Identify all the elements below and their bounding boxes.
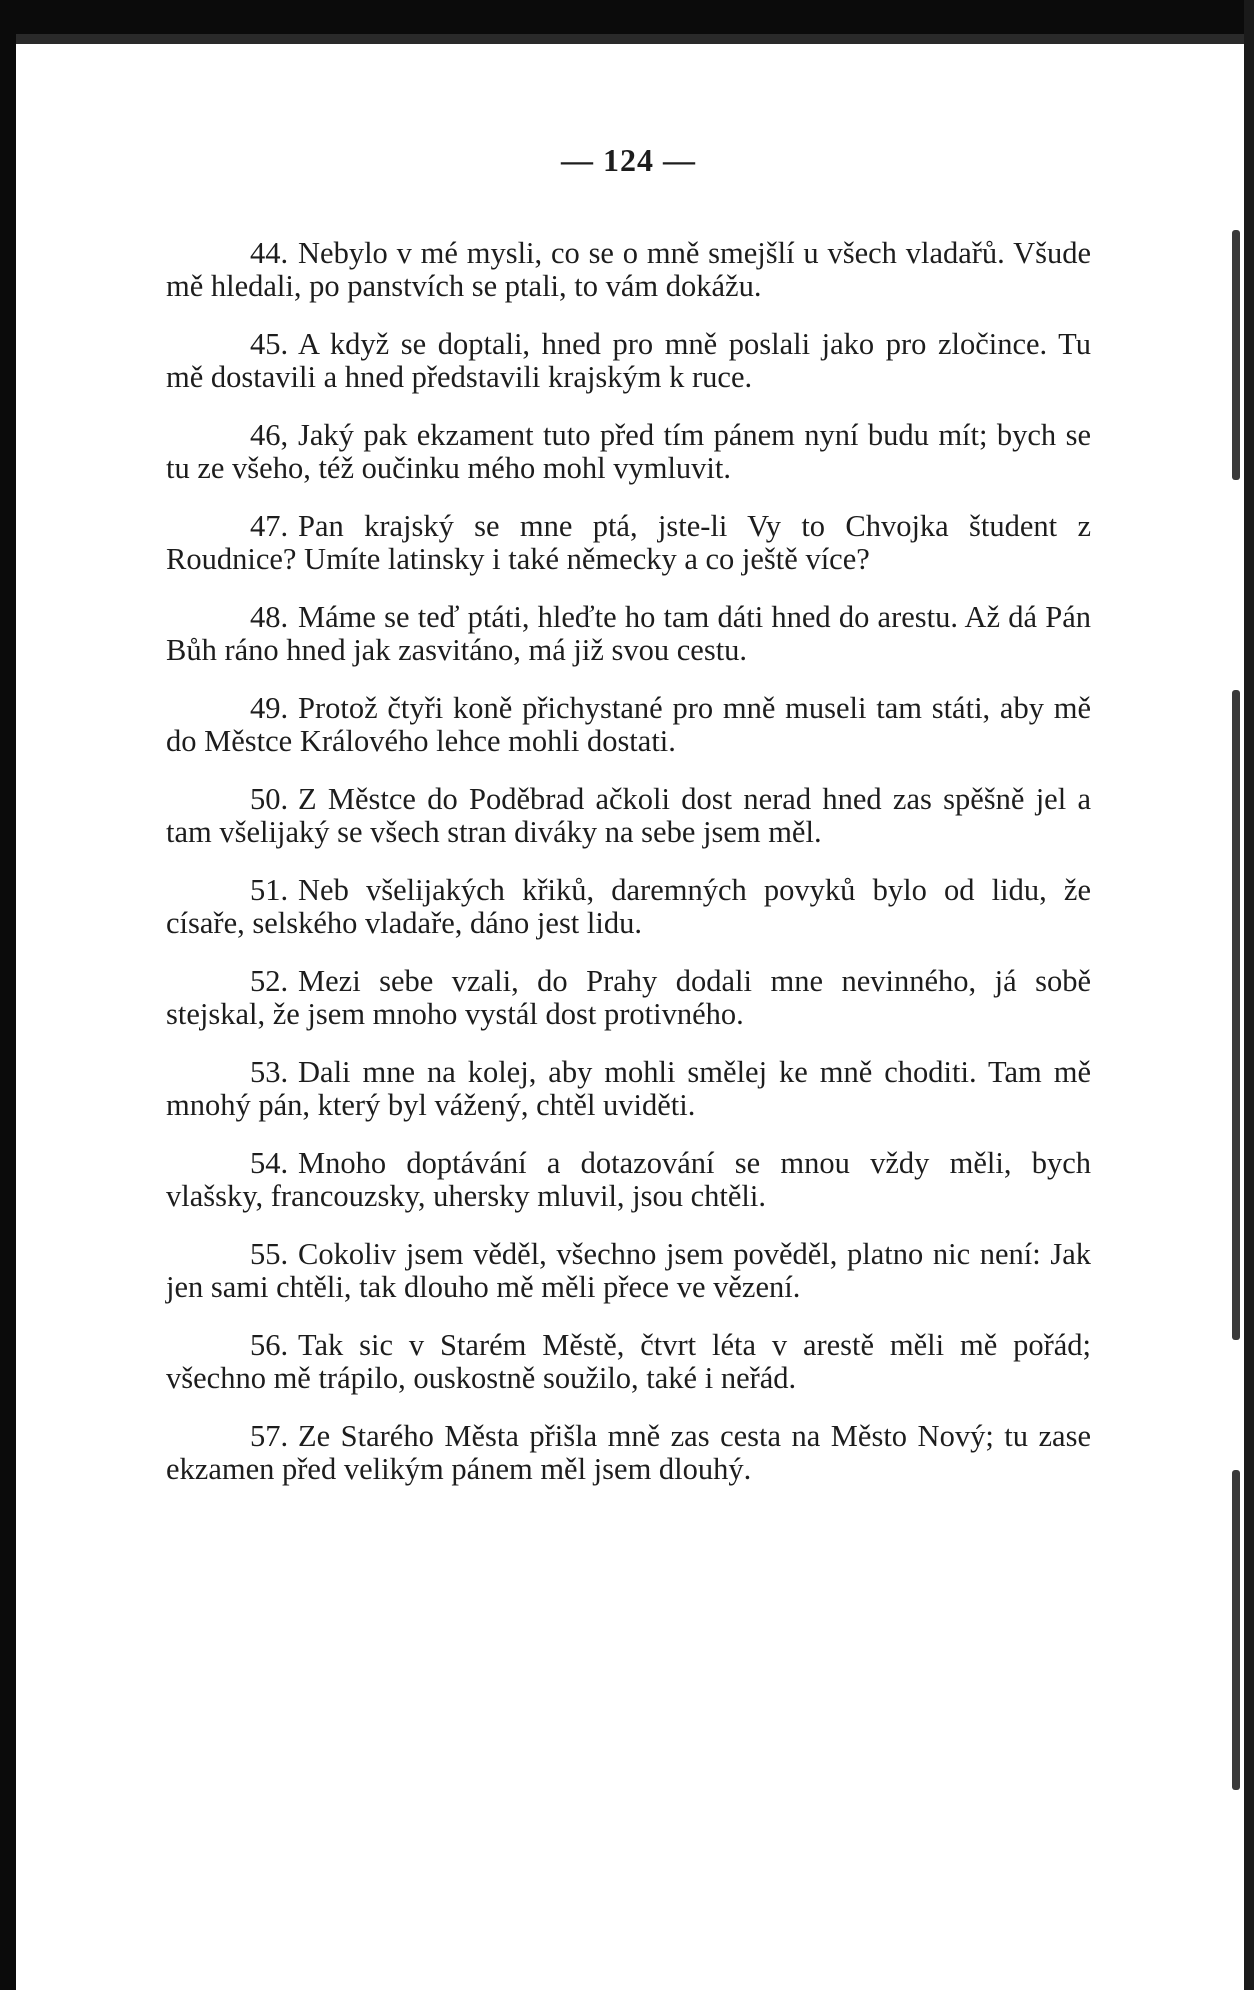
verse-number: 50. xyxy=(250,782,289,816)
verse-text: Mnoho doptávání a dotazování se mnou vždy měli, bych vlašsky, francouzsky, uhersky mluvil, jsou chtěli. xyxy=(166,1146,1091,1213)
verse-text: Mezi sebe vzali, do Prahy dodali mne nevinného, já sobě stejskal, že jsem mnoho vystál dost protivného. xyxy=(166,964,1091,1031)
verse xyxy=(166,510,1091,576)
verse-text: Z Městce do Poděbrad ačkoli dost nerad hned zas spěšně jel a tam všelijaký se všech stran diváky na sebe jsem měl. xyxy=(166,782,1091,849)
verse-number: 52. xyxy=(250,964,289,998)
verse-number: 49. xyxy=(250,691,289,725)
verse xyxy=(166,692,1091,758)
verse xyxy=(166,874,1091,940)
verse-number: 53. xyxy=(250,1055,289,1089)
verse-text: Protož čtyři koně přichystané pro mně museli tam státi, aby mě do Městce Králového lehce mohli dostati. xyxy=(166,691,1091,758)
verse-number: 54. xyxy=(250,1146,289,1180)
verse xyxy=(166,601,1091,667)
verse-number: 57. xyxy=(250,1419,289,1453)
verse-number: 45. xyxy=(250,327,289,361)
verse-text: Ze Starého Města přišla mně zas cesta na Město Nový; tu zase ekzamen před velikým pánem měl jsem dlouhý. xyxy=(166,1419,1091,1486)
verse xyxy=(166,965,1091,1031)
verse xyxy=(166,237,1091,303)
verse-text: Jaký pak ekzament tuto před tím pánem nyní budu mít; bych se tu ze všeho, též oučinku mého mohl vymluvit. xyxy=(166,418,1091,485)
scan-edge-shadow xyxy=(0,34,1254,44)
scan-edge-top xyxy=(0,0,1254,34)
verse xyxy=(166,419,1091,485)
verse-number: 56. xyxy=(250,1328,289,1362)
verse-text: Cokoliv jsem věděl, všechno jsem pověděl, platno nic není: Jak jen sami chtěli, tak dlouho mě měli přece ve vězení. xyxy=(166,1237,1091,1304)
verse-text: Neb všelijakých křiků, daremných povyků bylo od lidu, že císaře, selského vladaře, dáno jest lidu. xyxy=(166,873,1091,940)
scan-edge-left xyxy=(0,0,16,1990)
verse-text: Pan krajský se mne ptá, jste-li Vy to Chvojka študent z Roudnice? Umíte latinsky i také německy a co ještě více? xyxy=(166,509,1091,576)
verse xyxy=(166,1329,1091,1395)
verse-text: Máme se teď ptáti, hleďte ho tam dáti hned do arestu. Až dá Pán Bůh ráno hned jak zasvitáno, má již svou cestu. xyxy=(166,600,1091,667)
verse-number: 46, xyxy=(250,418,289,452)
verse-number: 48. xyxy=(250,600,289,634)
binding-mark xyxy=(1232,1470,1240,1790)
page-number: — 124 — xyxy=(561,142,696,178)
verse-number: 55. xyxy=(250,1237,289,1271)
page-content xyxy=(166,128,1091,1511)
verse-text: Dali mne na kolej, aby mohli smělej ke mně choditi. Tam mě mnohý pán, který byl vážený, chtěl uviděti. xyxy=(166,1055,1091,1122)
verse xyxy=(166,328,1091,394)
verse xyxy=(166,1056,1091,1122)
verse-number: 51. xyxy=(250,873,289,907)
verse-text: Nebylo v mé mysli, co se o mně smejšlí u všech vladařů. Všude mě hledali, po panstvích se ptali, to vám dokážu. xyxy=(166,236,1091,303)
verse-text: A když se doptali, hned pro mně poslali jako pro zločince. Tu mě dostavili a hned představili krajským k ruce. xyxy=(166,327,1091,394)
verse-number: 47. xyxy=(250,509,289,543)
verse-number: 44. xyxy=(250,236,289,270)
verse xyxy=(166,783,1091,849)
verse-text: Tak sic v Starém Městě, čtvrt léta v arestě měli mě pořád; všechno mě trápilo, ouskostně soužilo, také i neřád. xyxy=(166,1328,1091,1395)
verse xyxy=(166,1420,1091,1486)
scan-edge-right xyxy=(1244,0,1254,1990)
binding-mark xyxy=(1232,690,1240,1340)
binding-mark xyxy=(1232,230,1240,480)
verse xyxy=(166,1238,1091,1304)
verse xyxy=(166,1147,1091,1213)
